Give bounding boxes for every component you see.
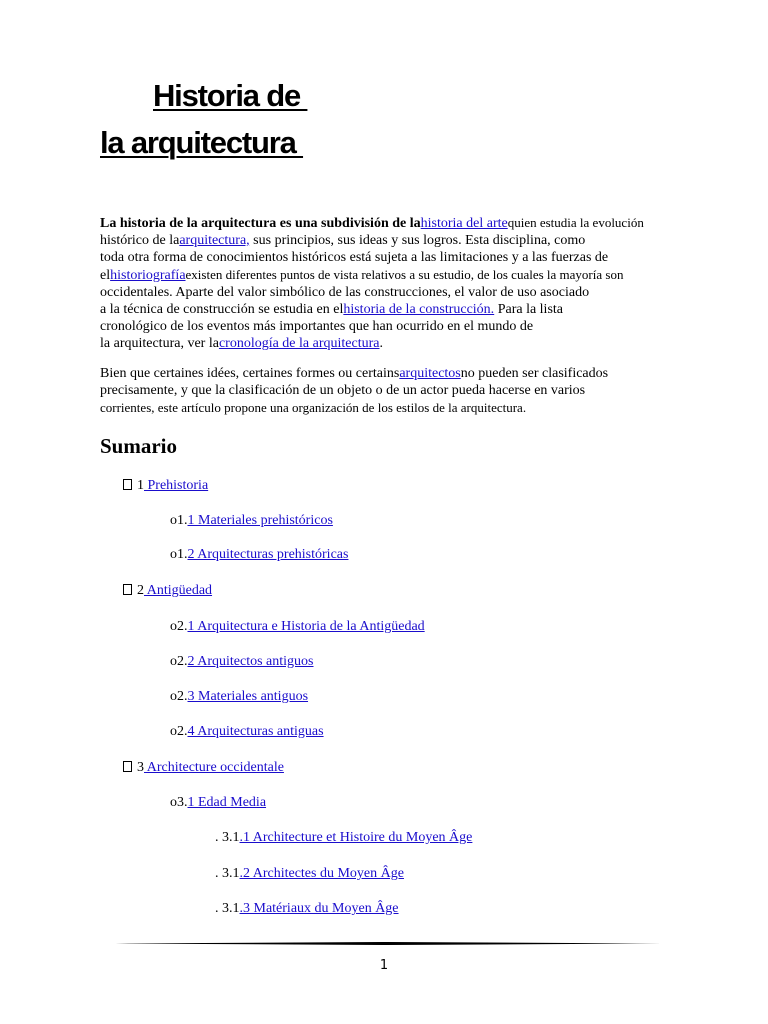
- toc-prefix: o2.: [170, 724, 188, 739]
- toc-link-architectes-moyen-age[interactable]: .2 Architectes du Moyen Âge: [239, 866, 404, 881]
- toc-link-arquitectos-antiguos[interactable]: 2 Arquitectos antiguos: [187, 654, 314, 669]
- toc-item-3-1: [170, 794, 266, 812]
- second-text: corrientes, este artículo propone una organización de los estilos de la arquitectura.: [100, 400, 527, 415]
- toc-link-edad-media[interactable]: 1 Edad Media: [187, 795, 267, 810]
- link-historia-de-la-construccion[interactable]: historia de la construcción.: [343, 302, 495, 317]
- intro-text: a la técnica de construcción se estudia en el: [100, 302, 344, 317]
- toc-prefix: o3.: [170, 795, 188, 810]
- sumario-heading: Sumario: [100, 434, 178, 458]
- second-text: precisamente, y que la clasificación de un objeto o de un actor pueda hacerse en varios: [100, 383, 586, 398]
- toc-prefix: o1.: [170, 547, 188, 562]
- checkbox-glyph-icon: [123, 584, 132, 595]
- toc-link-arquitecturas-antiguas[interactable]: 4 Arquitecturas antiguas: [187, 724, 324, 739]
- toc-link-arquitectura-historia-antiguedad[interactable]: 1 Arquitectura e Historia de la Antigüedad: [187, 619, 425, 634]
- second-text: Bien que certaines idées, certaines formes ou certains: [100, 366, 400, 381]
- toc-link-materiaux-moyen-age[interactable]: .3 Matériaux du Moyen Âge: [239, 901, 399, 916]
- intro-text: existen diferentes puntos de vista relativos a su estudio, de los cuales la mayoría son: [185, 267, 624, 282]
- toc-item-2-2: [170, 653, 314, 671]
- toc-item-2: [123, 582, 212, 600]
- toc-link-materiales-prehistoricos[interactable]: 1 Materiales prehistóricos: [187, 513, 333, 528]
- toc-link-prehistoria[interactable]: Prehistoria: [144, 478, 209, 493]
- intro-text: quien estudia la evolución: [507, 215, 644, 230]
- checkbox-glyph-icon: [123, 479, 132, 490]
- link-historia-del-arte[interactable]: historia del arte: [420, 216, 508, 231]
- intro-text: toda otra forma de conocimientos históricos está sujeta a las limitaciones y a las fuerzas de: [100, 250, 609, 265]
- toc-link-architecture-histoire-moyen-age[interactable]: .1 Architecture et Histoire du Moyen Âge: [239, 830, 473, 845]
- toc-prefix: . 3.1: [215, 901, 240, 916]
- toc-item-1: [123, 477, 208, 495]
- toc-prefix: . 3.1: [215, 866, 240, 881]
- toc-link-materiales-antiguos[interactable]: 3 Materiales antiguos: [187, 689, 309, 704]
- toc-prefix: 1: [137, 478, 144, 493]
- toc-prefix: o1.: [170, 513, 188, 528]
- toc-prefix: 3: [137, 760, 144, 775]
- intro-text: Para la lista: [494, 302, 563, 317]
- page-number: 1: [379, 958, 389, 973]
- intro-text: occidentales. Aparte del valor simbólico de las construcciones, el valor de uso asociado: [100, 285, 590, 300]
- link-cronologia-arquitectura[interactable]: cronología de la arquitectura: [218, 336, 380, 351]
- toc-item-1-1: [170, 512, 333, 530]
- intro-bold-text: La historia de la arquitectura es una subdivisión de la: [100, 216, 421, 231]
- intro-text: sus principios, sus ideas y sus logros. Esta disciplina, como: [249, 233, 586, 248]
- toc-prefix: 2: [137, 583, 144, 598]
- link-arquitectos[interactable]: arquitectos: [399, 366, 461, 381]
- toc-item-3-1-2: [215, 865, 404, 883]
- intro-paragraph: [100, 214, 700, 352]
- footer-divider: [115, 942, 662, 945]
- toc-prefix: . 3.1: [215, 830, 240, 845]
- link-historiografia[interactable]: historiografía: [110, 268, 186, 283]
- intro-text: .: [379, 336, 383, 351]
- intro-text: cronológico de los eventos más importantes que han ocurrido en el mundo de: [100, 319, 534, 334]
- toc-link-architecture-occidentale[interactable]: Architecture occidentale: [144, 760, 284, 775]
- intro-text: el: [100, 268, 111, 283]
- toc-item-2-4: [170, 723, 324, 741]
- toc-prefix: o2.: [170, 619, 188, 634]
- toc-link-antiguedad[interactable]: Antigüedad: [144, 583, 213, 598]
- toc-prefix: o2.: [170, 654, 188, 669]
- toc-prefix: o2.: [170, 689, 188, 704]
- toc-item-2-3: [170, 688, 308, 706]
- checkbox-glyph-icon: [123, 761, 132, 772]
- title-line-1: Historia de: [153, 78, 308, 113]
- toc-link-arquitecturas-prehistoricas[interactable]: 2 Arquitecturas prehistóricas: [187, 547, 349, 562]
- toc-item-3: [123, 759, 284, 777]
- title-line-2: la arquitectura: [100, 125, 304, 160]
- intro-text: la arquitectura, ver la: [100, 336, 219, 351]
- toc-item-3-1-1: [215, 829, 472, 847]
- toc-item-1-2: [170, 546, 348, 564]
- second-text: no pueden ser clasificados: [460, 366, 609, 381]
- second-paragraph: [100, 365, 700, 416]
- toc-item-3-1-3: [215, 900, 399, 918]
- intro-text: histórico de la: [100, 233, 180, 248]
- link-arquitectura[interactable]: arquitectura,: [179, 233, 250, 248]
- toc-item-2-1: [170, 618, 425, 636]
